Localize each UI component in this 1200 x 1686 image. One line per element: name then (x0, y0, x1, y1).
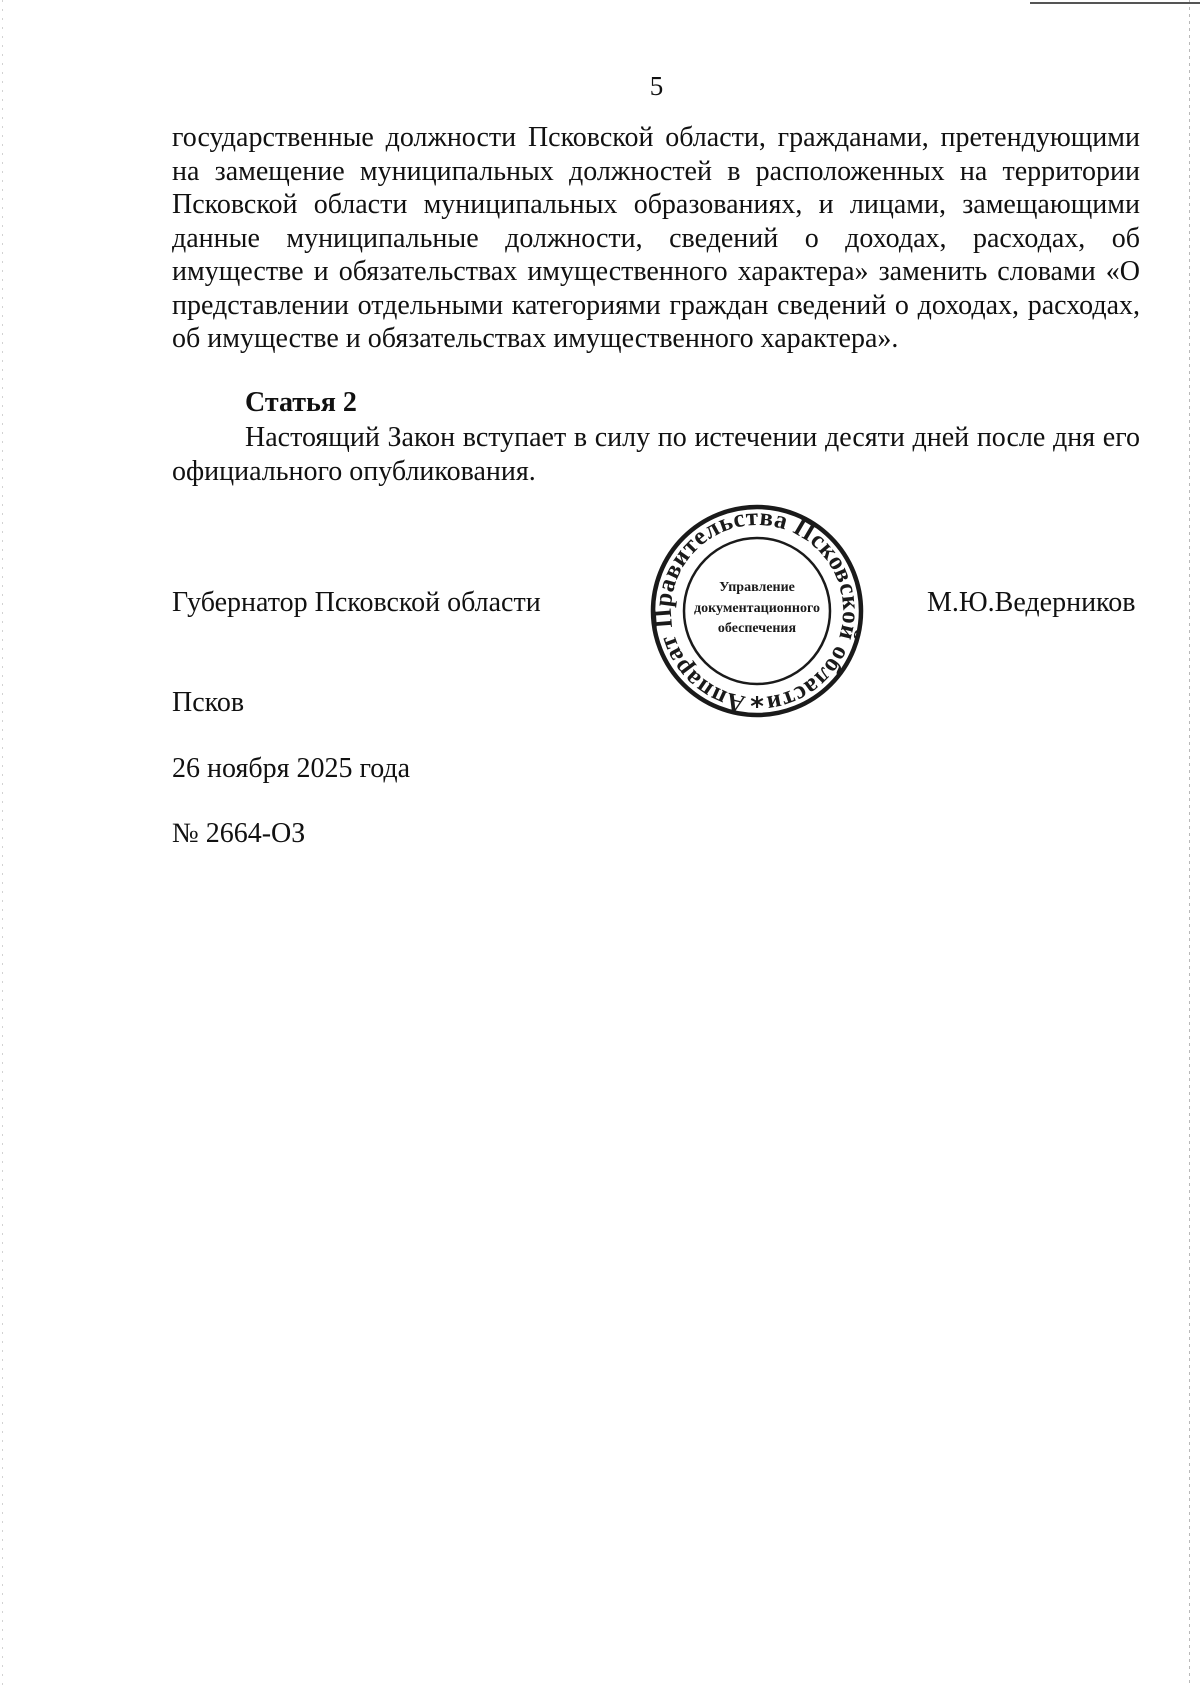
paragraph-continuation: государственные должности Псковской области, гражданами, претендующими на замещение муниципальных должностей в расположенных на территории Псковской области муниципальных образованиях, и лицами, замещающими данные муниципальные должности, сведений о доходах, расходах, об имуществе и обязательствах имущественного характера» заменить словами «О представлении отдельными категориями граждан сведений о доходах, расходах, об имуществе и обязательствах имущественного характера». (172, 122, 1140, 354)
scan-edge-top (1030, 2, 1200, 4)
scan-edge-left (2, 0, 3, 1686)
signatory-name: М.Ю.Ведерников (927, 587, 1136, 618)
signatory-title: Губернатор Псковской области (172, 587, 541, 618)
law-number: № 2664-ОЗ (172, 818, 306, 849)
stamp-center-line-2: документационного (694, 601, 820, 616)
article-2-heading: Статья 2 (245, 387, 357, 418)
stamp-outer-text: Аппарат Правительства Псковской области (649, 503, 865, 718)
page-number: 5 (649, 71, 664, 101)
article-2-text: Настоящий Закон вступает в силу по истечении десяти дней после дня его официального опубликования. (172, 422, 1140, 487)
stamp-star: * (750, 692, 764, 722)
official-stamp (637, 500, 877, 724)
signing-date: 26 ноября 2025 года (172, 753, 411, 784)
signing-place: Псков (172, 687, 245, 718)
stamp-center-line-1: Управление (719, 580, 795, 595)
stamp-center-line-3: обеспечения (717, 621, 797, 636)
scan-edge-right (1189, 0, 1190, 1686)
